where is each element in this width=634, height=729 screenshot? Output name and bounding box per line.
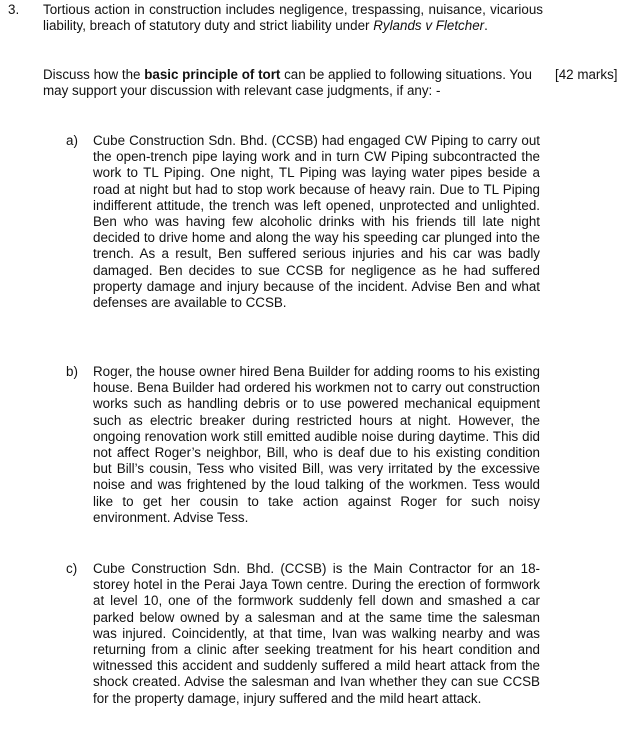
question-prompt (43, 67, 548, 99)
prompt-end: can be applied to following situations. You may support your discussion with relevant case judgments, if any: - (43, 67, 533, 99)
prompt-start: Discuss how the (43, 67, 145, 82)
part-c-letter: c) (66, 561, 78, 576)
intro-text: Tortious action in construction includes negligence, trespassing, nuisance, vicarious liability, breach of statutory duty and strict liability under (43, 2, 543, 34)
part-c-text: Cube Construction Sdn. Bhd. (CCSB) is the Main Contractor for an 18-storey hotel in the Perai Jaya Town centre. During the erection of formwork at level 10, one of the formwork suddenly fell down and smashed a car parked below owned by a salesman and at the same time the salesman was injured. Coincidently, at that time, Ivan was walking nearby and was returning from a clinic after seeking treatment for his heart condition and witnessed this accident and suddenly suffered a mild heart attack from the shock created. Advise the salesman and Ivan whether they can sue CCSB for the property damage, injury suffered and the mild heart attack. (93, 561, 540, 706)
part-a-text: Cube Construction Sdn. Bhd. (CCSB) had engaged CW Piping to carry out the open-trench pipe laying work and in turn CW Piping subcontracted the work to TL Piping. One night, TL Piping was laying water pipes beside a road at night but had to stop work because of heavy rain. Due to TL Piping indifferent attitude, the trench was left opened, unprotected and unlighted. Ben who was having few alcoholic drinks with his friends till late night decided to drive home and along the way his speeding car plunged into the trench. As a result, Ben suffered serious injuries and his car was badly damaged. Ben decides to sue CCSB for negligence as he had suffered property damage and injury because of the incident. Advise Ben and what defenses are available to CCSB. (93, 133, 540, 311)
question-intro (43, 2, 543, 34)
prompt-bold-phrase: basic principle of tort (144, 67, 281, 82)
part-b-letter: b) (66, 364, 78, 379)
question-number: 3. (8, 2, 20, 17)
part-a-letter: a) (66, 133, 78, 148)
intro-end: . (484, 18, 488, 34)
case-name: Rylands v Fletcher (373, 18, 485, 34)
marks-label: [42 marks] (555, 67, 618, 82)
part-b-text: Roger, the house owner hired Bena Builder for adding rooms to his existing house. Bena Builder had ordered his workmen not to carry out construction works such as handling debris or to use powered mechanical equipment such as electric breaker during restricted hours at night. However, the ongoing renovation work still emitted audible noise during daytime. This did not affect Roger’s neighbor, Bill, who is deaf due to his existing condition but Bill’s cousin, Tess who visited Bill, was very irritated by the excessive noise and was frightened by the loud talking of the workmen. Tess would like to get her cousin to take action against Roger for such noisy environment. Advise Tess. (93, 364, 540, 525)
